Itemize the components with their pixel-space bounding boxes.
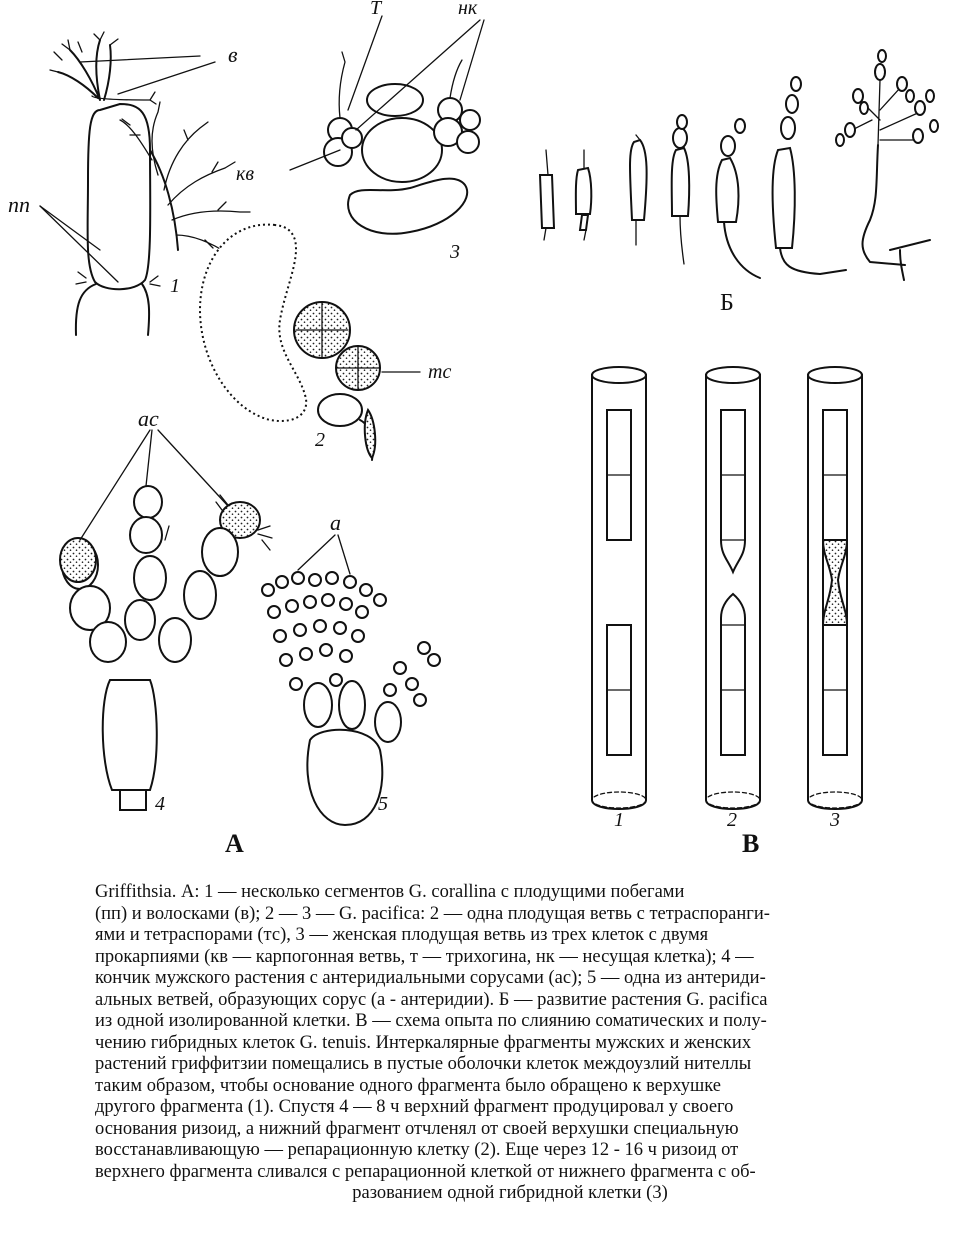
caption-line: из одной изолированной клетки. В — схема опыта по слиянию соматических и полу- [95, 1011, 767, 1031]
caption-line: чению гибридных клеток G. tenuis. Интеркалярные фрагменты мужских и женских [95, 1032, 752, 1053]
caption-line: верхнего фрагмента сливался с репарационной клеткой от нижнего фрагмента с об- [95, 1161, 756, 1182]
panel-label-b: Б [720, 290, 734, 316]
caption-line: основания ризоид, а нижний фрагмент отчленял от своей верхушки специальную [95, 1118, 739, 1139]
label-v-3: 3 [830, 809, 840, 831]
caption-line: другого фрагмента (1). Спустя 4 — 8 ч верхний фрагмент продуцировал у своего [95, 1097, 734, 1117]
caption-line: альных ветвей, образующих сорус (а - антеридии). Б — развитие растения G. pacifica [95, 989, 768, 1010]
drawing-v-tube-2 [706, 367, 760, 809]
label-a3-t: Т [370, 0, 382, 19]
label-a4-number: 4 [155, 793, 165, 815]
label-a2-ts: тс [428, 361, 452, 383]
drawing-a3-female-branch [290, 16, 484, 234]
label-a5-number: 5 [378, 793, 388, 815]
caption-line: таким образом, чтобы основание одного фрагмента было обращено к верхушке [95, 1075, 722, 1096]
drawing-a5-antheridial-branch [262, 535, 440, 825]
label-a1-pp: пп [8, 192, 30, 217]
label-a4-as: ас [138, 406, 159, 431]
caption-line: растений гриффитзии помещались в пустые оболочки клеток междоузлий нителлы [95, 1054, 752, 1074]
label-v-1: 1 [614, 809, 624, 831]
label-a5-a: а [330, 510, 341, 535]
label-a3-kv: кв [236, 163, 255, 185]
panel-label-a: А [225, 829, 244, 858]
caption-line: ями и тетраспорами (тс), 3 — женская плодущая ветвь из трех клеток с двумя [95, 925, 709, 945]
label-v-2: 2 [727, 809, 737, 831]
label-a3-number: 3 [450, 241, 460, 263]
b-mature-plant-cells [836, 50, 938, 146]
drawing-b-development [540, 50, 938, 280]
drawing-v-tube-3 [808, 367, 862, 809]
drawing-a4-male-tip [60, 430, 272, 810]
label-a1-v: в [228, 42, 238, 67]
caption-line: (пп) и волосками (в); 2 — 3 — G. pacifica: 2 — одна плодущая ветвь с тетраспоранги- [95, 903, 770, 924]
label-a2-number: 2 [315, 429, 325, 451]
panel-label-v: В [742, 829, 760, 858]
caption-line: кончик мужского растения с антеридиальными сорусами (ас); 5 — одна из антериди- [95, 968, 766, 988]
drawing-v-tube-1 [592, 367, 646, 809]
drawing-a2-tetrasporangia [200, 225, 420, 460]
caption-line: прокарпиями (кв — карпогонная ветвь, т — трихогина, нк — несущая клетка); 4 — [95, 946, 754, 967]
label-a3-nk: нк [458, 0, 478, 19]
caption-line: Griffithsia. А: 1 — несколько сегментов G. corallina с плодущими побегами [95, 882, 685, 902]
figure-caption [95, 882, 925, 1205]
label-a1-number: 1 [170, 275, 180, 297]
caption-last-line: разованием одной гибридной клетки (3) [352, 1183, 668, 1203]
caption-line: восстанавливающую — репарационную клетку (2). Еще через 12 - 16 ч ризоид от [95, 1140, 739, 1160]
